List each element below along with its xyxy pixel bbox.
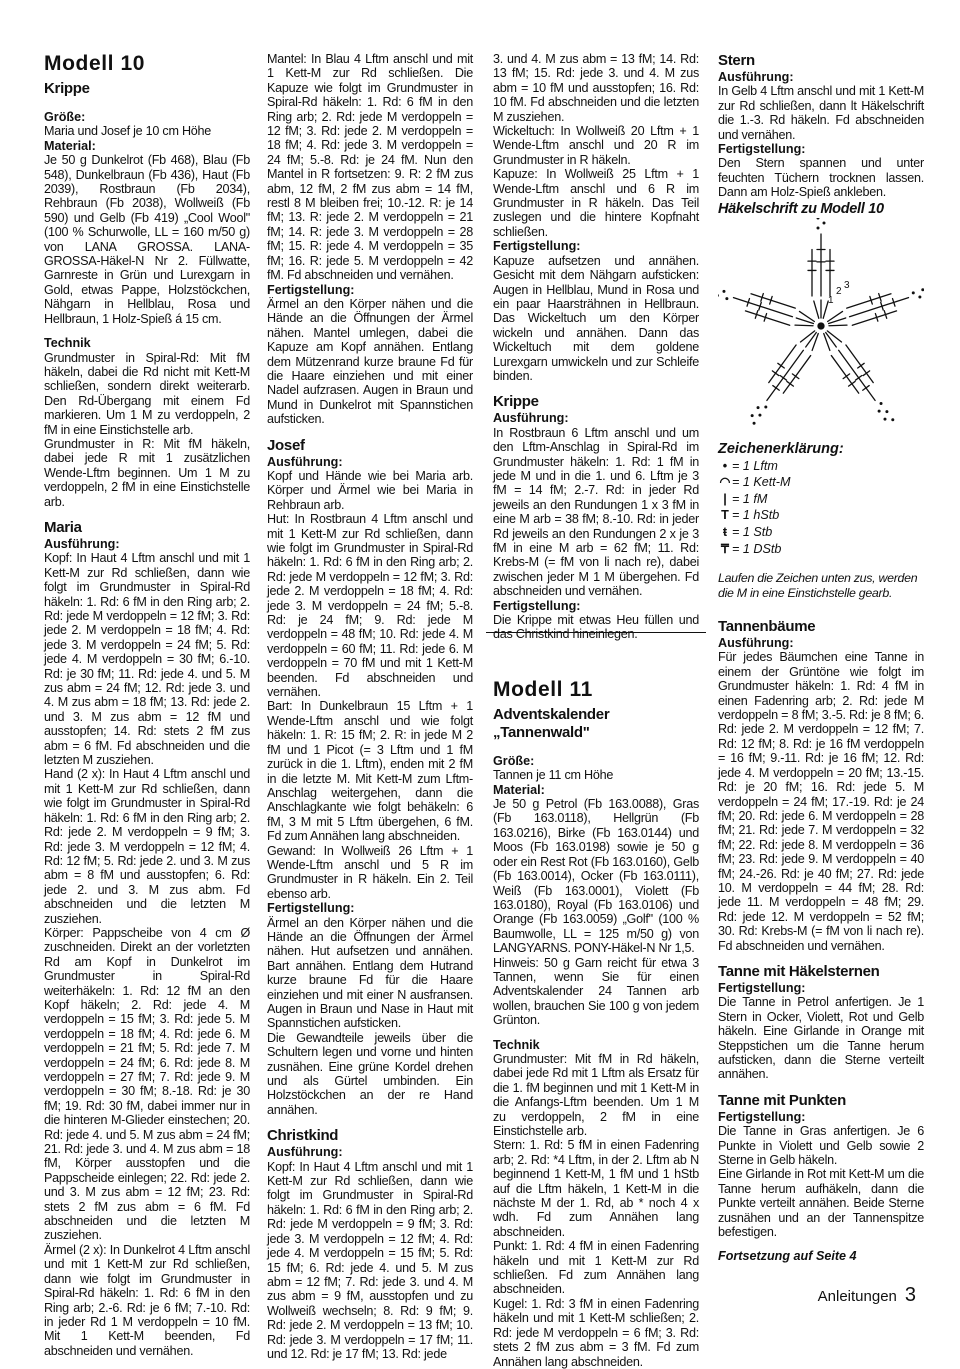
legend-text: = 1 Stb	[732, 525, 773, 540]
stitch-mark	[800, 331, 814, 342]
maria-heading: Maria	[44, 518, 82, 536]
m11-groesse-label: Größe:	[493, 753, 535, 768]
material-text: Je 50 g Dunkelrot (Fb 468), Blau (Fb 548), Dunkelbraun (Fb 436), Haut (Fb 2039), Rostbraun (Fb 2034), Rehbraun (Fb 2038), Wollweiß (Fb 590) und Gelb (Fb 419) „Cool Wool" (100 % Schurwolle, LL = 160 m/50 g) von LANA GROSSA. LANA-GROSSA-Häkel-N Nr 2. Füllwatte, Garnreste in Grün und Lurexgarn in Gold, etwas Pappe, Holzstöckchen, Nähgarn in Hellblau, Rosa und Hellbraun, 1 Holz-Spieß á 15 cm.	[44, 153, 250, 326]
stitch-crossbar	[778, 363, 784, 368]
material-label: Material:	[44, 138, 96, 153]
section-divider	[486, 632, 706, 633]
m11-groesse-text: Tannen je 11 cm Höhe	[493, 768, 614, 783]
stitch-crossbar	[858, 363, 864, 368]
chain-dot	[880, 402, 883, 405]
crochet-star-diagram	[718, 218, 924, 440]
sterne-fertig-label: Fertigstellung:	[718, 980, 806, 995]
krippe2-ausfuehrung-label: Ausführung:	[493, 411, 569, 426]
maria-fertig-label: Fertigstellung:	[267, 282, 355, 297]
column-4	[718, 52, 924, 1264]
t-icon: T	[721, 508, 729, 523]
sterne-text: Die Tanne in Petrol anfertigen. Je 1 Stern in Ocker, Violett, Rot und Gelb häkeln. Eine Girlande in Orange mit Steppstichen um die Tanne herum aufsticken, dann die Sterne verteilt annähen.	[718, 995, 924, 1082]
maria-ausfuehrung-label: Ausführung:	[44, 536, 120, 551]
josef-text: Kopf und Hände wie bei Maria arb. Körper und Ärmel wie bei Maria in Rehbraun arb. Hut: In Rostbraun 4 Lftm anschl und mit 1 Kett-M zur Rd schließen, dann wie folgt im Grundmuster in Spiral-Rd häkeln: 1. Rd: 6 fM in den Ring arb; 2. Rd: jede M verdoppeln = 12 fM; 3. Rd: jede 2. M verdoppeln = 18 fM; 4. Rd: jede 3. M verdoppeln = 24 fM; 5.-8. Rd: je 24 fM; 9. Rd: jede M verdoppeln = 48 fM; 10. Rd: jede 4. M verdoppeln = 60 fM; 11. Rd: jede 6. M verdoppeln = 70 fM und mit 1 Kett-M beenden. Fd abschneiden und vernähen. Bart: In Dunkelbraun 15 Lftm + 1 Wende-Lftm anschl und wie folgt häkeln: 1. R: 15 fM; 2. R: in jede M 2 fM und 1 Picot (= 3 Lftm und 1 fM zurück in die 1. Lftm), enden mit 2 fM in die letzte M. Mit Kett-M zum Lftm-Anschlag weitergehen, dann die Anschlagkante wie folgt behäkeln: 6 fM, 3 M mit 5 Lftm übergehen, 6 fM. Fd zum Annähen lang abschneiden. Gewand: In Wollweiß 26 Lftm + 1 Wende-Lftm anschl und 5 R im Grundmuster in R häkeln. Ein 2. Teil ebenso arb.	[267, 468, 473, 901]
chain-dot	[753, 421, 756, 424]
model-11-subtitle: Adventskalender „Tannenwald"	[493, 705, 610, 741]
chain-dot	[921, 288, 924, 291]
krippe2-heading: Krippe	[493, 393, 539, 411]
chain-dot	[823, 221, 826, 224]
diagram-title: Häkelschrift zu Modell 10	[718, 200, 884, 217]
column-2	[267, 52, 473, 1361]
mantel-text: Mantel: In Blau 4 Lftm anschl und mit 1 Kett-M zur Rd schließen. Die Kapuze wie folgt im Grundmuster in Spiral-Rd häkeln: 1. Rd: 6 fM in den Ring arb; 2. Rd: jede M verdoppeln = 12 fM; 3. Rd: jede 2. M verdoppeln = 18 fM; 4. Rd: jede 3. M verdoppeln = 24 fM; 5.-8. Rd: je 24 fM. Nun den Mantel in R fortsetzen: 9. R: 2 fM zus abm, 12 fM, 2 fM zus abm = 14 fM, restl 8 M bleiben frei; 10.-12. R: je 14 fM; 13. R: jede 2. M verdoppeln = 21 fM; 14. R: jede 3. M verdoppeln = 28 fM; 15. R: jede 4. M verdoppeln = 35 fM; 16. R: jede 5. M verdoppeln = 42 fM. Fd abschneiden und vernähen.	[267, 52, 473, 283]
technik-label: Technik	[44, 336, 91, 351]
legend-title: Zeichenerklärung:	[718, 440, 844, 457]
legend-row	[718, 541, 924, 558]
stitch-crossbar	[843, 374, 849, 379]
stitch-crossbar	[773, 385, 779, 390]
christkind-fertig-text: Kapuze aufsetzen und annähen. Gesicht mit dem Nähgarn aufsticken: Augen in Hellblau, Mund in Rosa und ein paar Haarsträhnen in Hellbraun. Das Wickeltuch um den Körper wickeln und annähen. Dann das Wickeltuch mit dem goldene Lurexgarn umwickeln und zur Schleife binden.	[493, 253, 699, 383]
model-11-title: Modell 11	[493, 677, 593, 701]
page-number: 3	[904, 1284, 916, 1306]
stitch-crossbar	[772, 371, 778, 376]
stitch-mark	[831, 355, 858, 393]
christkind-ausfuehrung-label: Ausführung:	[267, 1145, 343, 1160]
legend-row	[718, 524, 924, 541]
krippe2-fertig-label: Fertigstellung:	[493, 598, 581, 613]
stitch-crossbar	[792, 374, 798, 379]
footer-section: Anleitungen	[817, 1288, 897, 1305]
stitch-crossbar	[780, 375, 786, 380]
punkte-heading: Tanne mit Punkten	[718, 1091, 846, 1109]
chain-dot	[817, 218, 820, 220]
chain-dot	[918, 295, 921, 298]
stitch-mark	[734, 297, 793, 316]
legend-row	[718, 458, 924, 475]
stitch-mark	[795, 325, 813, 326]
m11-technik-label: Technik	[493, 1037, 540, 1052]
m11-hinweis-text: Hinweis: 50 g Garn reicht für etwa 3 Tannen, wenn Sie für einen Adventskalender 24 Tannen arb wollen, brauchen Sie 100 g von jedem Grünton.	[493, 955, 699, 1028]
chain-dot	[883, 417, 886, 420]
svg-text:2: 2	[836, 285, 842, 297]
krippe2-text: In Rostbraun 6 Lftm anschl und um den Lftm-Anschlag in Spiral-Rd im Grundmuster häkeln: 1. Rd: 1 fM in jede M und in die 1. und 6. Lftm je 3 fM = 14 fM; 2.-7. Rd: in jeder Rd jeweils an den Rundungen 1 x 3 fM in eine M arb = 38 fM; 8.-10. Rd: in jeder Rd jeweils an den Rundungen 2 x je 3 fM in eine M arb = 62 fM; 11. Rd: Krebs-M (= fM von li nach re), dabei zwischen jeder M 1 M übergehen. Fd abschneiden und vernähen.	[493, 425, 699, 599]
chain-dot	[817, 226, 820, 229]
svg-text:3: 3	[844, 279, 850, 291]
continued-note: Fortsetzung auf Seite 4	[718, 1249, 857, 1264]
arc-icon: ◠	[719, 475, 731, 490]
josef-fertig-label: Fertigstellung:	[267, 901, 355, 916]
chain-dot	[722, 289, 725, 292]
svg-text:1: 1	[828, 294, 834, 306]
christkind-fertig-label: Fertigstellung:	[493, 239, 581, 254]
krippe-heading: Krippe	[44, 80, 90, 97]
m11-material-label: Material:	[493, 782, 545, 797]
chain-dot	[718, 294, 719, 297]
legend-text: = 1 fM	[732, 491, 768, 506]
stitch-mark	[814, 301, 819, 318]
stitch-crossbar	[787, 381, 793, 386]
punkte-text: Die Tanne in Gras anfertigen. Je 6 Punkte in Violett und Gelb sowie 2 Sterne in Gelb häkeln. Eine Girlande in Rot mit Kett-M um die Tanne herum aufhäkeln, dann die Punkte verteilt annähen. Beide Sterne zusnähen und an der Tannenspitze befestigen.	[718, 1124, 924, 1240]
krippe2-fertig-text: Die Krippe mit etwas Heu füllen und das Christkind hineinlegen.	[493, 613, 699, 642]
tannen-text: Für jedes Bäumchen eine Tanne in einem der Grüntöne wie folgt im Grundmuster häkeln: 1. Rd: 4 fM in einen Fadenring arb; 2. Rd: jede M verdoppeln = 8 fM; 3.-5. Rd: je 8 fM; 6. Rd: jede 2. M verdoppeln = 12 fM; 7. Rd: 12 fM; 8. Rd: je 16 fM verdoppeln = 16 fM; 9.-11. Rd: je 16 fM; 12. Rd: jede 4. M verdoppeln = 20 fM; 13.-15. Rd: je 20 fM; 16. Rd: jede 5. M verdoppeln = 24 fM; 17.-19. Rd: je 24 fM; 20. Rd: jede 6. M verdoppeln = 28 fM; 21. Rd: jede 7. M verdoppeln = 32 fM; 22. Rd: jede 8. M verdoppeln = 36 fM; 23. Rd: jede 9. M verdoppeln = 40 fM; 24.-26. Rd: je 40 fM; 27. Rd: jede 10. M verdoppeln = 44 fM; 28. Rd: jede 11. M verdoppeln = 48 fM; 29. Rd: jede 12. M verdoppeln = 52 fM; 30. Rd: Krebs-M (= fM von li nach re). Fd abschneiden und vernähen.	[718, 650, 924, 953]
double-cross-t-icon: ₸	[720, 541, 729, 556]
legend-row	[718, 491, 924, 508]
column-1	[44, 52, 250, 1358]
tannen-ausfuehrung-label: Ausführung:	[718, 636, 794, 651]
stern-fertig-label: Fertigstellung:	[718, 142, 806, 157]
stitch-crossbar	[863, 371, 869, 376]
groesse-label: Größe:	[44, 110, 86, 124]
chain-dot	[757, 406, 760, 409]
chain-dot	[758, 413, 761, 416]
josef-fertig-text: Ärmel an den Körper nähen und die Hände an die Öffnungen der Ärmel nähen. Hut aufsetzen und annähen. Bart annähen. Entlang dem Hutrand kurze braune Fd für die Haare einziehen und mit einer N ausfransen. Augen in Braun und Nase in Haut mit Spannstichen aufsticken. Die Gewandteile jeweils über die Schultern legen und vorne und hinten zusnähen. Eine grüne Kordel drehen und als Gürtel umbinden. Ein Holzstöckchen an der re Hand annähen.	[267, 915, 473, 1117]
josef-ausfuehrung-label: Ausführung:	[267, 454, 343, 469]
groesse-text: Maria und Josef je 10 cm Höhe	[44, 124, 212, 139]
legend-row	[718, 507, 924, 524]
dot-icon: •	[722, 458, 728, 473]
chain-dot	[891, 418, 894, 421]
chain-dot	[885, 410, 888, 413]
stern-fertig-text: Den Stern spannen und unter feuchten Tüchern trocknen lassen. Dann am Holz-Spieß ankleben.	[718, 156, 924, 200]
stern-heading: Stern	[718, 52, 755, 69]
sterne-heading: Tanne mit Häkelsternen	[718, 962, 880, 980]
bar-icon: |	[723, 491, 727, 506]
chain-dot	[912, 291, 915, 294]
stitch-mark	[767, 350, 803, 400]
chain-dot	[764, 405, 767, 408]
stitch-mark	[783, 355, 810, 393]
legend-text: = 1 Kett-M	[732, 475, 791, 490]
chain-dot	[725, 297, 728, 300]
legend-row	[718, 474, 924, 491]
legend-text: = 1 hStb	[732, 508, 780, 523]
stitch-mark	[850, 297, 909, 316]
m11-technik-text: Grundmuster: Mit fM in Rd häkeln, dabei jede Rd mit 1 Lftm als Ersatz für die 1. fM beginnen und mit 1 Kett-M in die Anfangs-Lftm beenden. Um 1 M zu verdoppeln, 2 fM in eine Einstichstelle arb. Stern: 1. Rd: 5 fM in einen Fadenring arb; 2. Rd: *4 Lftm, in der 2. Lftm ab N beginnend 1 Kett-M, 1 fM und 1 hStb auf die Lftm häkeln, 1 Kett-M in die nächste M der 1. Rd, ab * noch 4 x wdh. Fd zum Annähen lang abschneiden. Punkt: 1. Rd: 4 fM in einen Fadenring häkeln und mit 1 Kett-M zur Rd schließen. Fd zum Annähen lang abschneiden. Kugel: 1. Rd: 3 fM in einen Fadenring häkeln und mit 1 Kett-M schließen; 2. Rd: jede M verdoppeln = 6 fM; 3. Rd: stets 2 fM zus abm = 3 fM. Fd zum Annähen lang abschneiden.	[493, 1051, 699, 1369]
stitch-crossbar	[863, 385, 869, 390]
stitch-mark	[829, 325, 847, 326]
stitch-crossbar	[855, 375, 861, 380]
punkte-fertig-label: Fertigstellung:	[718, 1109, 806, 1124]
cross-t-icon: ŧ	[722, 525, 728, 540]
maria-fertig-text: Ärmel an den Körper nähen und die Hände an die Öffnungen der Ärmel nähen. Mantel umlegen, dabei die Kapuze am Kopf annähen. Entlang dem Mützenrand kurze braune Fd für die Haare einziehen und mit einer Nadel aufzrasen. Augen in Braun und Mund in Dunkelrot mit Spannstichen aufsticken.	[267, 296, 473, 427]
legend-text: = 1 Lftm	[732, 458, 778, 473]
technik-text: Grundmuster in Spiral-Rd: Mit fM häkeln, dabei die Rd nicht mit Kett-M schließen, sondern direkt weiterarb. Den Rd-Übergang mit einem Fd markieren. Um 1 M zu verdoppeln, 2 fM in eine Einstichstelle arb. Grundmuster in R: Mit fM häkeln, dabei jede R mit 1 zusätzlichen Wende-Lftm beginnen. Um 1 M zu verdoppeln, 2 fM in eine Einstichstelle arb.	[44, 350, 250, 509]
stern-text: In Gelb 4 Lftm anschl und mit 1 Kett-M zur Rd schließen, dann lt Häkelschrift die 1.-3. Rd häkeln. Fd abschneiden und vernähen.	[718, 84, 924, 142]
christkind-heading: Christkind	[267, 1127, 339, 1145]
josef-heading: Josef	[267, 436, 305, 454]
legend	[718, 458, 924, 558]
column-3	[493, 52, 699, 1369]
diagram-note: Laufen die Zeichen unten zus, werden die M in eine Einstichstelle gearb.	[718, 571, 918, 600]
stern-ausfuehrung-label: Ausführung:	[718, 70, 794, 84]
stitch-crossbar	[849, 381, 855, 386]
maria-text: Kopf: In Haut 4 Lftm anschl und mit 1 Kett-M zur Rd schließen, dann wie folgt im Grundmuster in Spiral-Rd häkeln: 1. Rd: 6 fM in den Ring arb; 2. Rd: jede M verdoppeln = 12 fM; 3. Rd: jede 2. M verdoppeln = 18 fM; 4. Rd: jede 3. M verdoppeln = 24 fM; 5. Rd: jede 4. M verdoppeln = 30 fM; 6.-10. Rd: je 30 fM; 11. Rd: jede 4. und 5. M zus abm = 24 fM; 12. Rd: jede 3. und 4. M zus abm = 18 fM; 13. Rd: jede 2. und 3. M zus abm = 12 fM und ausstopfen; 14. Rd: stets 2 fM zus abm = 6 fM. Fd abschneiden und die letzten M zusziehen. Hand (2 x): In Haut 4 Lftm anschl und mit 1 Kett-M zur Rd schließen, dann wie folgt im Grundmuster in Spiral-Rd häkeln: 1. Rd: 6 fM in den Ring arb; 2. Rd: jede 2. M verdoppeln = 9 fM; 3. Rd: jede 3. M verdoppeln = 12 fM; 4. Rd: 12 fM; 5. Rd: jede 2. und 3. M zus abm = 8 fM und ausstopfen; 6. Rd: jede 2. und 3. M zus abm. Fd abschneiden und die letzten M zusziehen. Körper: Pappscheibe von 4 cm Ø zuschneiden. Direkt an der vorletzten Rd am Kopf in Dunkelrot im Grundmuster in Spiral-Rd weiterhäkeln: 1. Rd: 12 fM an den Kopf häkeln; 2. Rd: jede 4. M verdoppeln = 15 fM; 3. Rd: jede 5. M verdoppeln = 18 fM; 4. Rd: jede 6. M verdoppeln = 21 fM; 5. Rd: jede 7. M verdoppeln = 24 fM; 6. Rd: jede 8. M verdoppeln = 27 fM; 7. Rd: jede 9. M verdoppeln = 30 fM; 8.-18. Rd: je 30 fM; 19. Rd: 30 fM, dabei immer nur in die hinteren M-Glieder einstechen; 20. Rd: jede 4. und 5. M zus abm = 24 fM; 21. Rd: jede 3. und 4. M zus abm = 18 fM, Körper ausstopfen und die Pappscheide einlegen; 22. Rd: jede 2. und 3. M zus abm = 12 fM; 23. Rd: stets 2 fM zus abm = 6 fM. Fd abschneiden und die letzten M zusziehen. Ärmel (2 x): In Dunkelrot 4 Lftm anschl und mit 1 Kett-M zur Rd schließen, dann wie folgt im Grundmuster in Spiral-Rd häkeln: 1. Rd: 6 fM in den Ring arb; 2.-6. Rd: je 6 fM; 7.-10. Rd: in jeder Rd 1 M verdoppeln = 10 fM. Mit 1 Kett-M beenden, Fd abschneiden und vernähen.	[44, 551, 250, 1358]
chain-dot	[878, 409, 881, 412]
christkind-cont-text: 3. und 4. M zus abm = 13 fM; 14. Rd: 13 fM; 15. Rd: jede 3. und 4. M zus abm = 10 fM und ausstopfen; 16. Rd: 10 fM. Fd abschneiden und die letzten M zusziehen. Wickeltuch: In Wollweiß 20 Lftm + 1 Wende-Lftm anschl und 20 R im Grundmuster in R häkeln. Kapuze: In Wollweiß 25 Lftm + 1 Wende-Lftm anschl und 6 R im Grundmuster in R häkeln. Das Teil zuslegen und die hintere Kopfnaht schließen.	[493, 52, 699, 239]
legend-text: = 1 DStb	[732, 541, 782, 556]
page-footer	[818, 1284, 916, 1307]
stitch-mark	[839, 350, 875, 400]
chain-dot	[751, 414, 754, 417]
tannen-heading: Tannenbäume	[718, 618, 816, 636]
m11-material-text: Je 50 g Petrol (Fb 163.0088), Gras (Fb 163.0118), Hellgrün (Fb 163.0216), Birke (Fb 163.0144) und Moos (Fb 163.0198) sowie je 50 g oder ein Rest Rot (Fb 163.0160), Gelb (Fb 163.0014), Ocker (Fb 163.0111), Weiß (Fb 163.0001), Violett (Fb 163.0180), Royal (Fb 163.0106) und Orange (Fb 163.0059) „Golf" (100 % Baumwolle, LL = 125 m/50 g) von LANGYARNS. PONY-Häkel-N Nr 1,5.	[493, 797, 699, 956]
christkind-text: Kopf: In Haut 4 Lftm anschl und mit 1 Kett-M zur Rd schließen, dann wie folgt im Grundmuster in Spiral-Rd häkeln: 1. Rd: 6 fM in den Ring arb; 2. Rd: jede M verdoppeln = 9 fM; 3. Rd: jede 3. M verdoppeln = 12 fM; 4. Rd: jede 4. M verdoppeln = 15 fM; 5. Rd: 15 fM; 6. Rd: jede 4. und 5. M zus abm = 12 fM; 7. Rd: jede 3. und 4. M zus abm = 9 fM, ausstopfen und zu Wollweiß wechseln; 8. Rd: 9 fM; 9. Rd: jede 2. M verdoppeln = 13 fM; 10. Rd: jede 3. M verdoppeln = 17 fM; 11. und 12. Rd: je 17 fM; 13. Rd: jede	[267, 1159, 473, 1361]
stitch-mark	[827, 331, 841, 342]
model-10-title: Modell 10	[44, 52, 146, 75]
